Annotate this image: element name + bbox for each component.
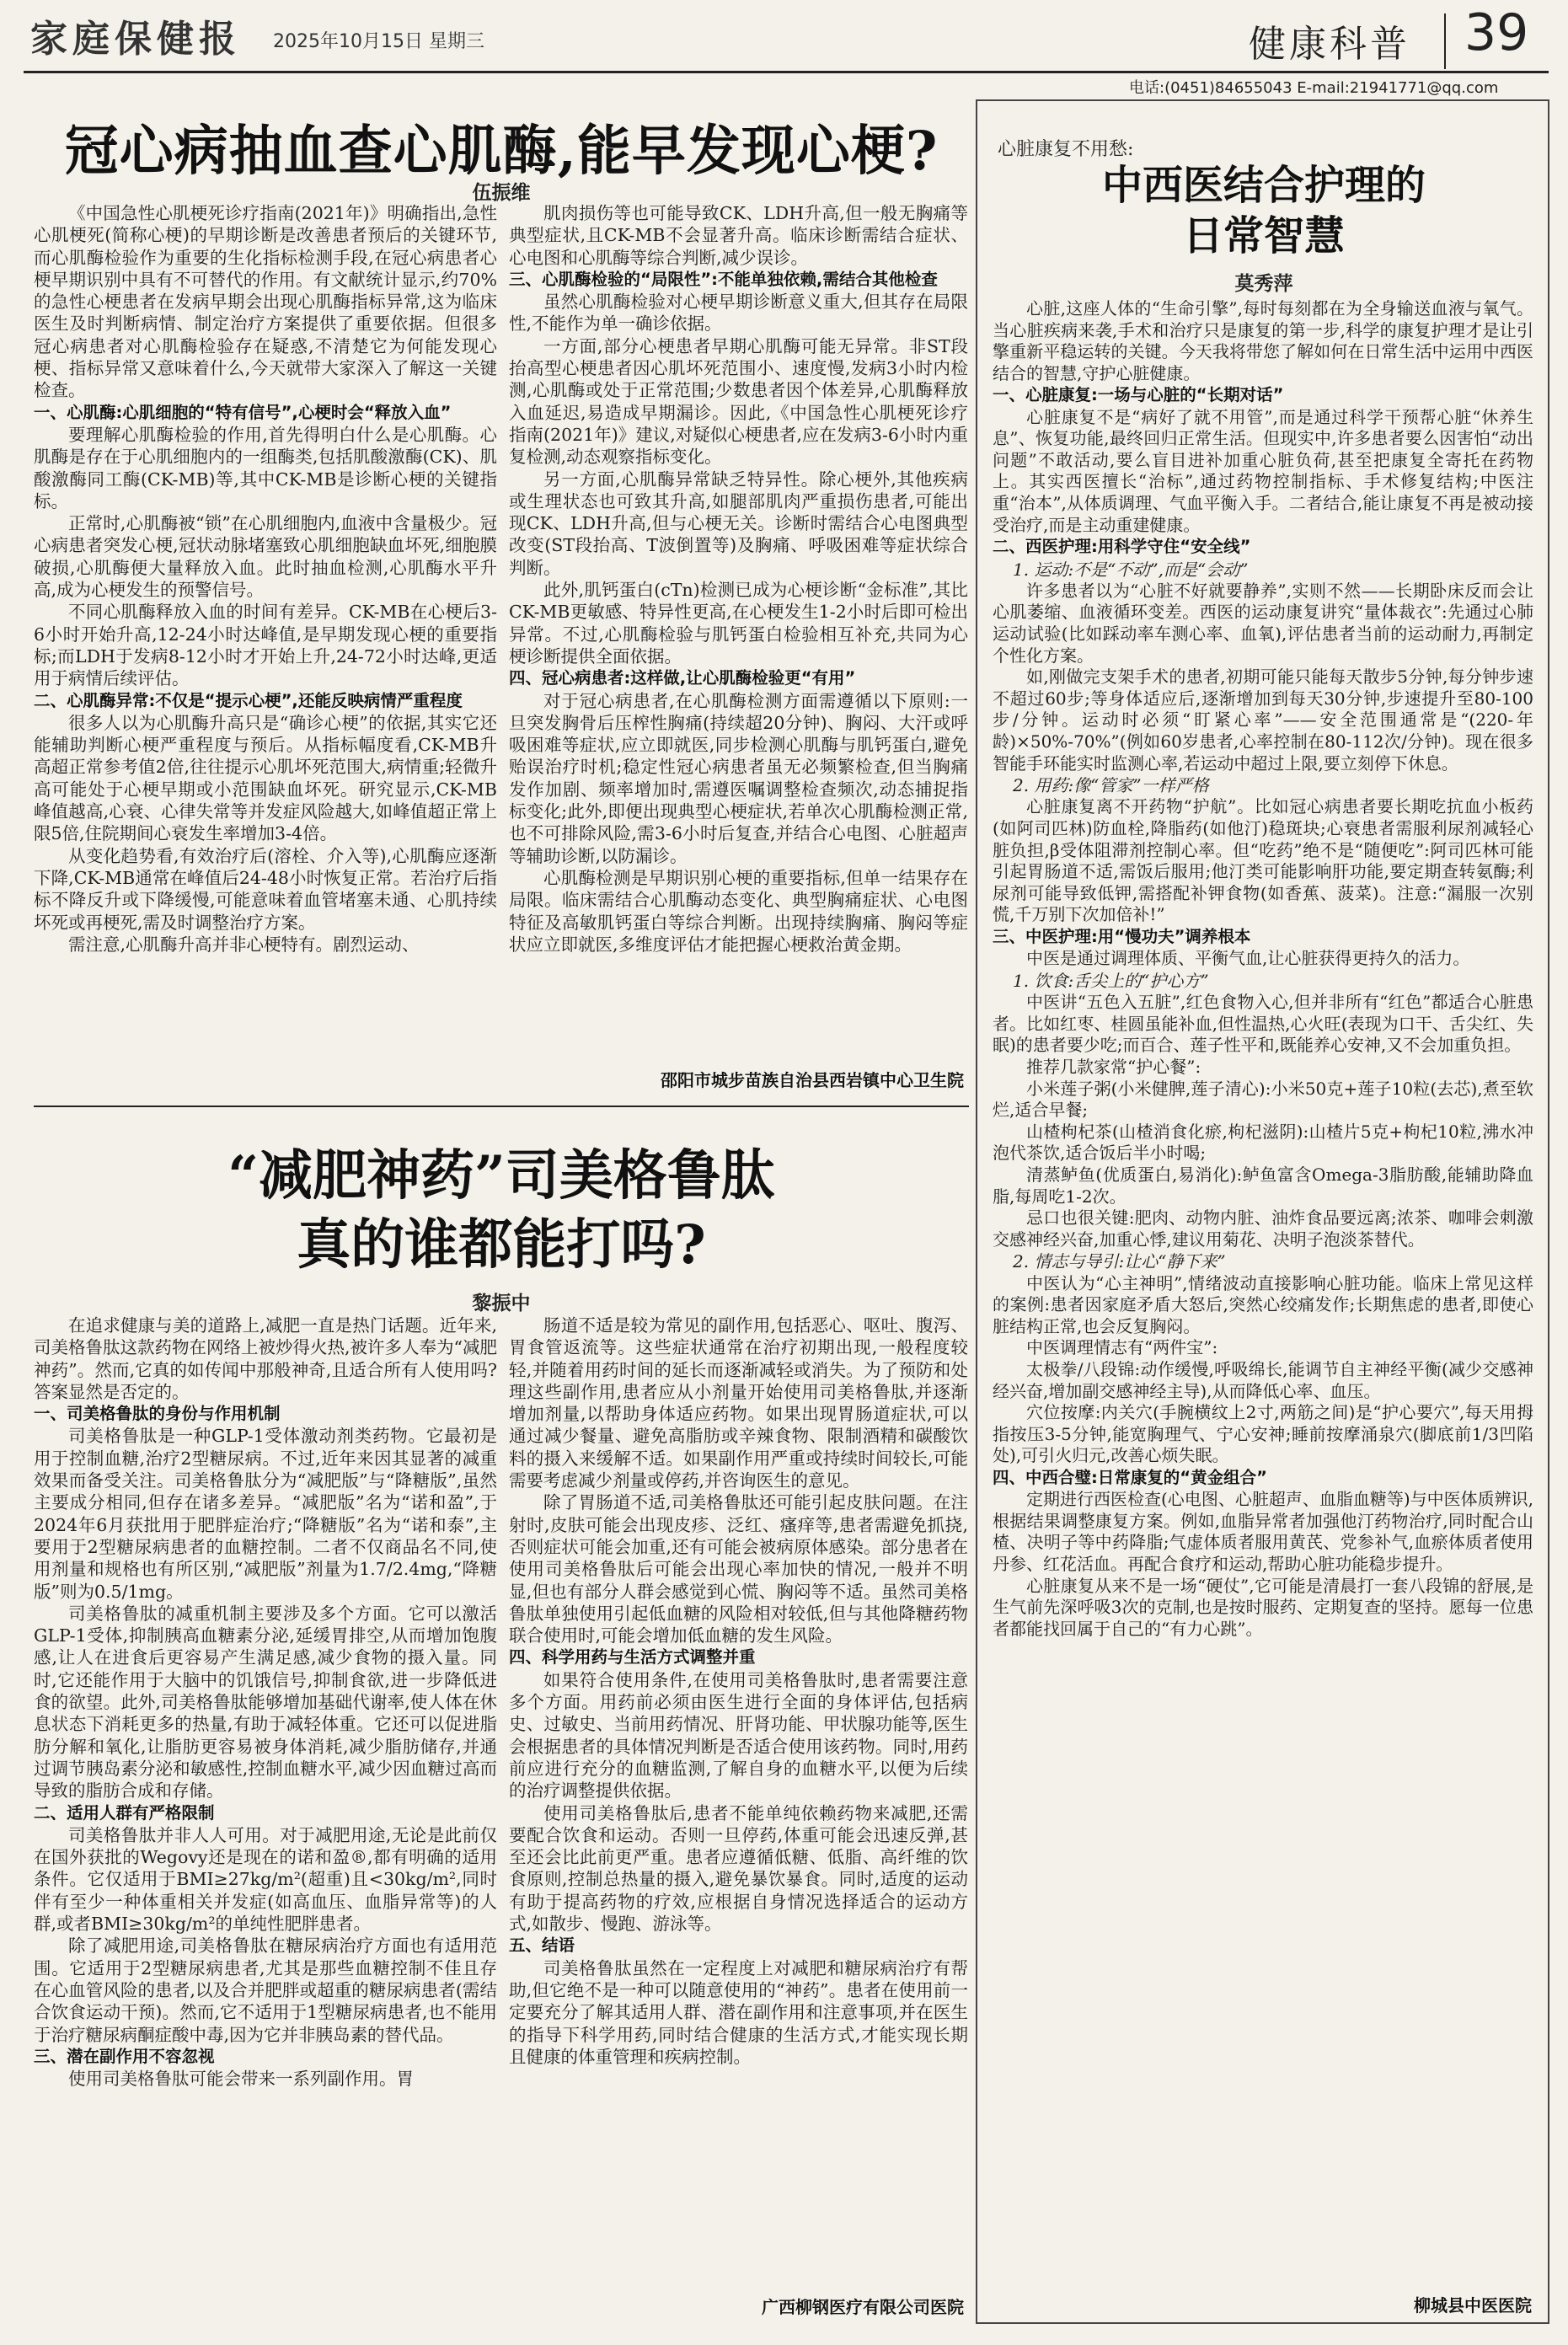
section-heading: 四、冠心病患者:这样做,让心肌酶检验更“有用” — [509, 668, 856, 688]
section-heading: 二、心肌酶异常:不仅是“提示心梗”,还能反映病情严重程度 — [34, 690, 463, 710]
paragraph: 除了胃肠道不适,司美格鲁肽还可能引起皮肤问题。在注射时,皮肤可能会出现皮疹、泛红、瘙痒等,患者需避免抓挠,否则症状可能会加重,还有可能会被病原体感染。部分患者在使用司美格鲁肽后可能会出现心率加快的情况,一般并不明显,但也有部分人群会感觉到心慌、胸闷等不适。虽然司美格鲁肽单独使用引起低血糖的风险相对较低,但与其他降糖药物联合使用时,可能会增加低血糖的发生风险。 — [509, 1492, 968, 1646]
paragraph: 忌口也很关键:肥肉、动物内脏、油炸食品要远离;浓茶、咖啡会刺激交感神经兴奋,加重心悸,建议用菊花、决明子泡淡茶替代。 — [993, 1207, 1533, 1250]
paragraph: 正常时,心肌酶被“锁”在心肌细胞内,血液中含量极少。冠心病患者突发心梗,冠状动脉堵塞致心肌细胞缺血坏死,细胞膜破损,心肌酶便大量释放入血。此时抽血检测,心肌酶水平升高,成为心梗发生的预警信号。 — [34, 513, 497, 601]
paragraph: 对于冠心病患者,在心肌酶检测方面需遵循以下原则:一旦突发胸骨后压榨性胸痛(持续超20分钟)、胸闷、大汗或呼吸困难等症状,应立即就医,同步检测心肌酶与肌钙蛋白,避免贻误治疗时机;稳定性冠心病患者虽无必频繁检查,但当胸痛发作加剧、频率增加时,需遵医嘱调整检查频次,动态捕捉指标变化;此外,即便出现典型心梗症状,若单次心肌酶检测正常,也不可排除风险,需3-6小时后复查,并结合心电图、心脏超声等辅助诊断,以防漏诊。 — [509, 690, 968, 866]
paragraph: 心脏康复从来不是一场“硬仗”,它可能是清晨打一套八段锦的舒展,是生气前先深呼吸3次的克制,也是按时服药、定期复查的坚持。愿每一位患者都能找回属于自己的“有力心跳”。 — [993, 1575, 1533, 1639]
paper-name: 家庭保健报 — [30, 18, 241, 61]
contact-info: 电话:(0451)84655043 E-mail:21941771@qq.com — [1129, 79, 1499, 97]
paragraph: 中医调理情志有“两件宝”: — [1026, 1337, 1218, 1358]
paragraph: 虽然心肌酶检验对心梗早期诊断意义重大,但其存在局限性,不能作为单一确诊依据。 — [509, 292, 968, 335]
issue-date: 2025年10月15日 星期三 — [273, 31, 484, 52]
article2-column-2 — [509, 1314, 968, 2290]
subsection-heading: 2. 情志与导引:让心“静下来” — [1013, 1251, 1226, 1272]
paragraph: 中医讲“五色入五脏”,红色食物入心,但并非所有“红色”都适合心脏患者。比如红枣、桂圆虽能补血,但性温热,心火旺(表现为口干、舌尖红、失眠)的患者要少吃;而百合、莲子性平和,既能养心安神,又不会加重负担。 — [993, 992, 1533, 1056]
article2-title-line-1: “减肥神药”司美格鲁肽 — [227, 1144, 775, 1207]
paragraph: 《中国急性心肌梗死诊疗指南(2021年)》明确指出,急性心肌梗死(简称心梗)的早期诊断是改善患者预后的关键环节,而心肌酶检验作为重要的生化指标检测手段,在冠心病患者心梗早期识别中具有不可替代的作用。有文献统计显示,约70%的急性心梗患者在发病早期会出现心肌酶指标异常,这为临床医生及时判断病情、制定治疗方案提供了重要依据。但很多冠心病患者对心肌酶检验存在疑惑,不清楚它为何能发现心梗、指标异常又意味着什么,今天就带大家深入了解这一关键检查。 — [34, 203, 497, 401]
paragraph: 如果符合使用条件,在使用司美格鲁肽时,患者需要注意多个方面。用药前必须由医生进行全面的身体评估,包括病史、过敏史、当前用药情况、肝肾功能、甲状腺功能等,医生会根据患者的具体情况判断是否适合使用该药物。同时,用药前应进行充分的血糖监测,了解自身的血糖水平,以便为后续的治疗调整提供依据。 — [509, 1669, 968, 1802]
paragraph: 从变化趋势看,有效治疗后(溶栓、介入等),心肌酶应逐渐下降,CK-MB通常在峰值后24-48小时恢复正常。若治疗后指标不降反升或下降缓慢,可能意味着血管堵塞未通、心肌持续坏死或再梗死,需及时调整治疗方案。 — [34, 845, 497, 933]
subsection-heading: 2. 用药:像“管家”一样严格 — [1013, 775, 1209, 796]
section-heading: 三、中医护理:用“慢功夫”调养根本 — [993, 927, 1251, 947]
paragraph: 推荐几款家常“护心餐”: — [1026, 1057, 1201, 1077]
masthead-divider — [1444, 13, 1446, 69]
section-heading: 五、结语 — [509, 1935, 575, 1956]
paragraph: 需注意,心肌酶升高并非心梗特有。剧烈运动、 — [68, 934, 420, 955]
paragraph: 穴位按摩:内关穴(手腕横纹上2寸,两筋之间)是“护心要穴”,每天用拇指按压3-5分钟,能宽胸理气、宁心安神;睡前按摩涌泉穴(脚底前1/3凹陷处),可引火归元,改善心烦失眠。 — [993, 1402, 1533, 1466]
paragraph: 心肌酶检测是早期识别心梗的重要指标,但单一结果存在局限。临床需结合心肌酶动态变化、典型胸痛症状、心电图特征及高敏肌钙蛋白等综合判断。出现持续胸痛、胸闷等症状应立即就医,多维度评估才能把握心梗救治黄金期。 — [509, 867, 968, 955]
paragraph: 除了减肥用途,司美格鲁肽在糖尿病治疗方面也有适用范围。它适用于2型糖尿病患者,尤其是那些血糖控制不佳且存在心血管风险的患者,以及合并肥胖或超重的糖尿病患者(需结合饮食运动干预)。然而,它不适用于1型糖尿病患者,也不能用于治疗糖尿病酮症酸中毒,因为它并非胰岛素的替代品。 — [34, 1935, 497, 2045]
article2-column-1 — [34, 1314, 497, 2317]
section-heading: 一、心肌酶:心肌细胞的“特有信号”,心梗时会“释放入血” — [34, 402, 452, 422]
subsection-heading: 1. 饮食:舌尖上的“护心方” — [1013, 970, 1209, 991]
article3-kicker: 心脏康复不用愁: — [998, 139, 1134, 160]
paragraph: 要理解心肌酶检验的作用,首先得明白什么是心肌酶。心肌酶是存在于心肌细胞内的一组酶类,包括肌酸激酶(CK)、肌酸激酶同工酶(CK-MB)等,其中CK-MB是诊断心梗的关键指标。 — [34, 424, 497, 511]
paragraph: 使用司美格鲁肽后,患者不能单纯依赖药物来减肥,还需要配合饮食和运动。否则一旦停药,体重可能会迅速反弹,甚至还会比此前更严重。患者应遵循低糖、低脂、高纤维的饮食原则,控制总热量的摄入,避免暴饮暴食。同时,适度的运动有助于提高药物的疗效,应根据自身情况选择适合的运动方式,如散步、慢跑、游泳等。 — [509, 1802, 968, 1935]
paragraph: 山楂枸杞茶(山楂消食化瘀,枸杞滋阴):山楂片5克+枸杞10粒,沸水冲泡代茶饮,适合饭后半小时喝; — [993, 1121, 1533, 1164]
article3-body — [993, 298, 1533, 2278]
paragraph: 肠道不适是较为常见的副作用,包括恶心、呕吐、腹泻、胃食管返流等。这些症状通常在治疗初期出现,一般程度较轻,并随着用药时间的延长而逐渐减轻或消失。为了预防和处理这些副作用,患者应从小剂量开始使用司美格鲁肽,并逐渐增加剂量,以帮助身体适应药物。如果出现胃肠道症状,可以通过减少餐量、避免高脂肪或辛辣食物、限制酒精和碳酸饮料的摄入来缓解不适。如果副作用严重或持续时间较长,可能需要考虑减少剂量或停药,并咨询医生的意见。 — [509, 1315, 968, 1491]
section-heading: 二、西医护理:用科学守住“安全线” — [993, 537, 1251, 557]
paragraph: 不同心肌酶释放入血的时间有差异。CK-MB在心梗后3-6小时开始升高,12-24小时达峰值,是早期发现心梗的重要指标;而LDH于发病8-12小时才开始上升,24-72小时达峰,更适用于病情后续评估。 — [34, 602, 497, 689]
masthead — [0, 0, 1568, 78]
paragraph: 此外,肌钙蛋白(cTn)检测已成为心梗诊断“金标准”,其比CK-MB更敏感、特异性更高,在心梗发生1-2小时后即可检出异常。不过,心肌酶检验与肌钙蛋白检验相互补充,共同为心梗诊断提供全面依据。 — [509, 580, 968, 667]
paragraph: 司美格鲁肽虽然在一定程度上对减肥和糖尿病治疗有帮助,但它绝不是一种可以随意使用的“神药”。患者在使用前一定要充分了解其适用人群、潜在副作用和注意事项,并在医生的指导下科学用药,同时结合健康的生活方式,才能实现长期且健康的体重管理和疾病控制。 — [509, 1957, 968, 2067]
section-heading: 四、科学用药与生活方式调整并重 — [509, 1647, 756, 1668]
paragraph: 心脏康复不是“病好了就不用管”,而是通过科学干预帮心脏“休养生息”、恢复功能,最终回归正常生活。但现实中,许多患者要么因害怕“动出问题”不敢活动,要么盲目进补加重心脏负荷,甚至把康复全寄托在药物上。其实西医擅长“治标”,通过药物控制指标、手术修复结构;中医注重“治本”,从体质调理、气血平衡入手。二者结合,能让康复不再是被动接受治疗,而是主动重建健康。 — [993, 406, 1533, 535]
paragraph: 肌肉损伤等也可能导致CK、LDH升高,但一般无胸痛等典型症状,且CK-MB不会显著升高。临床诊断需结合症状、心电图和心肌酶等综合判断,减少误诊。 — [509, 203, 968, 268]
article3-title-line-2: 日常智慧 — [1182, 212, 1345, 260]
article1-author: 伍振维 — [472, 181, 531, 204]
masthead-rule — [24, 71, 1549, 73]
paragraph: 太极拳/八段锦:动作缓慢,呼吸绵长,能调节自主神经平衡(减少交感神经兴奋,增加副交感神经主导),从而降低心率、血压。 — [993, 1359, 1533, 1401]
section-heading: 一、心脏康复:一场与心脏的“长期对话” — [993, 385, 1284, 405]
paragraph: 在追求健康与美的道路上,减肥一直是热门话题。近年来,司美格鲁肽这款药物在网络上被炒得火热,被许多人奉为“减肥神药”。然而,它真的如传闻中那般神奇,且适合所有人使用吗?答案显然是否定的。 — [34, 1315, 497, 1402]
article3-author: 莫秀萍 — [1234, 272, 1293, 295]
article3-affiliation: 柳城县中医医院 — [1414, 2295, 1532, 2316]
section-heading: 四、中西合璧:日常康复的“黄金组合” — [993, 1467, 1267, 1487]
article1-affiliation: 邵阳市城步苗族自治县西岩镇中心卫生院 — [661, 1070, 964, 1090]
section-heading: 二、适用人群有严格限制 — [34, 1802, 215, 1823]
article3-title-line-1: 中西医结合护理的 — [1101, 162, 1426, 209]
article2-affiliation: 广西柳钢医疗有限公司医院 — [762, 2297, 964, 2317]
paragraph: 定期进行西医检查(心电图、心脏超声、血脂血糖等)与中医体质辨识,根据结果调整康复方案。例如,血脂异常者加强他汀药物治疗,同时配合山楂、决明子等中药降脂;气虚体质者服用黄芪、党参补气,血瘀体质者使用丹参、红花活血。再配合食疗和运动,帮助心脏功能稳步提升。 — [993, 1489, 1533, 1575]
section-title: 健康科普 — [1249, 23, 1410, 66]
article2-title-line-2: 真的谁都能打吗? — [297, 1213, 706, 1277]
article-divider — [34, 1106, 969, 1107]
article1-column-1 — [34, 202, 497, 1087]
paragraph: 司美格鲁肽是一种GLP-1受体激动剂类药物。它最初是用于控制血糖,治疗2型糖尿病。不过,近年来因其显著的减重效果而备受关注。司美格鲁肽分为“减肥版”与“降糖版”,虽然主要成分相同,但存在诸多差异。“减肥版”名为“诺和盈”,于2024年6月获批用于肥胖症治疗;“降糖版”名为“诺和泰”,主要用于2型糖尿病患者的血糖控制。二者不仅商品名不同,使用剂量和规格也有所区别,“减肥版”剂量为1.7/2.4mg,“降糖版”则为0.5/1mg。 — [34, 1426, 497, 1602]
paragraph: 如,刚做完支架手术的患者,初期可能只能每天散步5分钟,每分钟步速不超过60步;等身体适应后,逐渐增加到每天30分钟,步速提升至80-100步/分钟。运动时必须“盯紧心率”——安全范围通常是“(220-年龄)×50%-70%”(例如60岁患者,心率控制在80-112次/分钟)。现在很多智能手环能实时监测心率,若运动中超过上限,要立刻停下休息。 — [993, 667, 1533, 774]
paragraph: 心脏康复离不开药物“护航”。比如冠心病患者要长期吃抗血小板药(如阿司匹林)防血栓,降脂药(如他汀)稳斑块;心衰患者需服利尿剂减轻心脏负担,β受体阻滞剂控制心率。但“吃药”绝不是“随便吃”:阿司匹林可能引起胃肠道不适,需饭后服用;他汀类可能影响肝功能,要定期查转氨酶;利尿剂可能导致低钾,需搭配补钾食物(如香蕉、菠菜)。注意:“漏服一次别慌,千万别下次加倍补!” — [993, 796, 1533, 925]
paragraph: 司美格鲁肽的减重机制主要涉及多个方面。它可以激活GLP-1受体,抑制胰高血糖素分泌,延缓胃排空,从而增加饱腹感,让人在进食后更容易产生满足感,减少食物的摄入量。同时,它还能作用于大脑中的饥饿信号,抑制食欲,进一步降低进食的欲望。此外,司美格鲁肽能够增加基础代谢率,使人体在休息状态下消耗更多的热量,有助于减轻体重。它还可以促进脂肪分解和氧化,让脂肪更容易被身体消耗,减少脂肪储存,并通过调节胰岛素分泌和敏感性,控制血糖水平,减少因血糖过高而导致的脂肪合成和存储。 — [34, 1603, 497, 1802]
article2-title — [34, 1142, 969, 1280]
paragraph: 小米莲子粥(小米健脾,莲子清心):小米50克+莲子10粒(去芯),煮至软烂,适合早餐; — [993, 1078, 1533, 1121]
section-heading: 三、潜在副作用不容忽视 — [34, 2046, 215, 2066]
article2-author: 黎振中 — [472, 1292, 531, 1314]
article1-title: 冠心病抽血查心肌酶,能早发现心梗? — [64, 120, 939, 183]
subsection-heading: 1. 运动:不是“不动”,而是“会动” — [1013, 559, 1249, 580]
section-heading: 一、司美格鲁肽的身份与作用机制 — [34, 1404, 281, 1424]
article1-column-2 — [509, 202, 968, 1053]
page-number: 39 — [1464, 3, 1529, 62]
paragraph: 中医是通过调理体质、平衡气血,让心脏获得更持久的活力。 — [1026, 948, 1470, 969]
paragraph: 中医认为“心主神明”,情绪波动直接影响心脏功能。临床上常见这样的案例:患者因家庭矛盾大怒后,突然心绞痛发作;长期焦虑的患者,即使心脏结构正常,也会反复胸闷。 — [993, 1272, 1533, 1336]
paragraph: 使用司美格鲁肽可能会带来一系列副作用。胃 — [68, 2069, 414, 2090]
paragraph: 一方面,部分心梗患者早期心肌酶可能无异常。非ST段抬高型心梗患者因心肌坏死范围小、速度慢,发病3小时内检测,心肌酶或处于正常范围;少数患者因个体差异,心肌酶释放入血延迟,易造成早期漏诊。因此,《中国急性心肌梗死诊疗指南(2021年)》建议,对疑似心梗患者,应在发病3-6小时内重复检测,动态观察指标变化。 — [509, 335, 968, 468]
paragraph: 清蒸鲈鱼(优质蛋白,易消化):鲈鱼富含Omega-3脂肪酸,能辅助降血脂,每周吃1-2次。 — [993, 1164, 1533, 1207]
paragraph: 心脏,这座人体的“生命引擎”,每时每刻都在为全身输送血液与氧气。当心脏疾病来袭,手术和治疗只是康复的第一步,科学的康复护理才是让引擎重新平稳运转的关键。今天我将带您了解如何在日常生活中运用中西医结合的智慧,守护心脏健康。 — [993, 298, 1533, 383]
article3-title — [986, 160, 1542, 261]
paragraph: 许多患者以为“心脏不好就要静养”,实则不然——长期卧床反而会让心肌萎缩、血液循环变差。西医的运动康复讲究“量体裁衣”:先通过心肺运动试验(比如踩动率车测心率、血氧),评估患者当前的运动耐力,再制定个性化方案。 — [993, 580, 1533, 666]
paragraph: 司美格鲁肽并非人人可用。对于减肥用途,无论是此前仅在国外获批的Wegovy还是现在的诺和盈®,都有明确的适用条件。它仅适用于BMI≥27kg/m²(超重)且<30kg/m²,同时伴有至少一种体重相关并发症(如高血压、血脂异常等)的人群,或者BMI≥30kg/m²的单纯性肥胖患者。 — [34, 1824, 497, 1935]
paragraph: 另一方面,心肌酶异常缺乏特异性。除心梗外,其他疾病或生理状态也可致其升高,如腿部肌肉严重损伤患者,可能出现CK、LDH升高,但与心梗无关。诊断时需结合心电图典型改变(ST段抬高、T波倒置等)及胸痛、呼吸困难等症状综合判断。 — [509, 468, 968, 578]
paragraph: 很多人以为心肌酶升高只是“确诊心梗”的依据,其实它还能辅助判断心梗严重程度与预后。从指标幅度看,CK-MB升高超正常参考值2倍,往往提示心肌坏死范围大,病情重;轻微升高可能处于心梗早期或小范围缺血坏死。研究显示,CK-MB峰值越高,心衰、心律失常等并发症风险越大,如峰值超正常上限5倍,住院期间心衰发生率增加3-4倍。 — [34, 712, 497, 844]
section-heading: 三、心肌酶检验的“局限性”:不能单独依赖,需结合其他检查 — [509, 269, 938, 289]
